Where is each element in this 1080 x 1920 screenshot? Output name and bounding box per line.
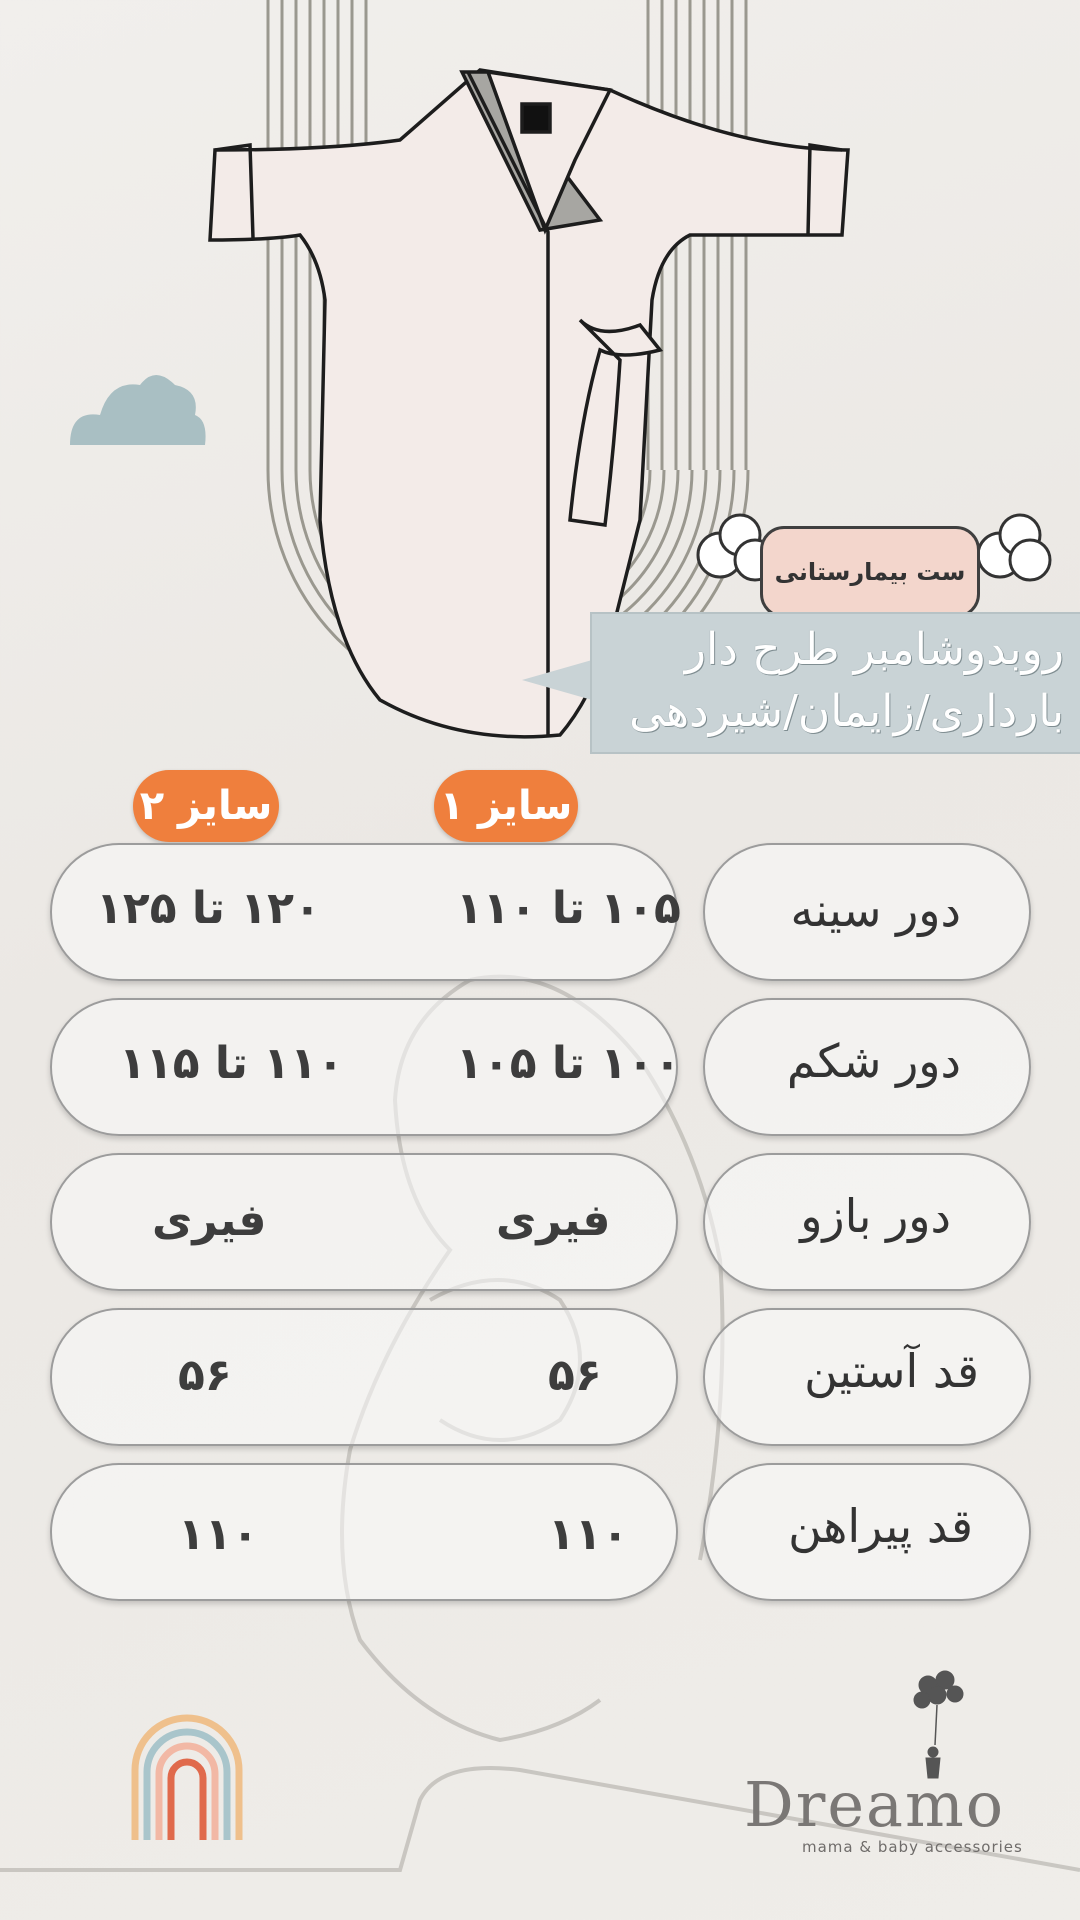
size-2-label: سایز ۲ [139,783,273,829]
row-label: دور شکم [786,1034,961,1088]
table-row-label [703,1153,1031,1291]
size-2-value: ۱۲۰ تا ۱۲۵ [96,883,321,934]
size-2-value: ۵۶ [178,1350,232,1401]
size-1-value: ۵۶ [548,1350,602,1401]
size-1-value: ۱۰۰ تا ۱۰۵ [456,1038,681,1089]
size-2-value: فیری [152,1195,267,1246]
table-row-label [703,1463,1031,1601]
brand-logo-text: Dreamo [744,1768,1006,1841]
row-label: قد پیراهن [788,1499,973,1553]
cloud-icon [70,375,206,445]
hospital-set-tag [760,526,980,618]
table-row-values [50,1308,678,1446]
hospital-set-label: ست بیمارستانی [774,558,966,586]
size-2-badge [133,770,279,842]
rainbow-icon [135,1718,239,1840]
row-label: دور بازو [800,1189,951,1243]
size-1-value: ۱۱۰ [548,1509,629,1560]
table-row-values [50,1153,678,1291]
table-row-label [703,843,1031,981]
brand-tagline: mama & baby accessories [802,1838,1023,1856]
size-1-value: فیری [496,1195,611,1246]
table-row-label [703,1308,1031,1446]
table-row-values [50,998,681,1136]
size-1-label: سایز ۱ [439,783,573,829]
product-title-box [590,612,1080,754]
table-row-values [50,1463,678,1601]
product-subtitle: بارداری/زایمان/شیردهی [629,686,1064,737]
size-2-value: ۱۱۰ [178,1509,259,1560]
size-1-badge [434,770,578,842]
size-2-value: ۱۱۰ تا ۱۱۵ [119,1038,344,1089]
row-label: قد آستین [804,1344,979,1398]
product-title: روبدوشامبر طرح دار [684,624,1064,675]
row-label: دور سینه [790,883,961,937]
table-row-label [703,998,1031,1136]
size-1-value: ۱۰۵ تا ۱۱۰ [456,883,681,934]
table-row-values [50,843,681,981]
balloon-girl-icon [914,1671,963,1778]
